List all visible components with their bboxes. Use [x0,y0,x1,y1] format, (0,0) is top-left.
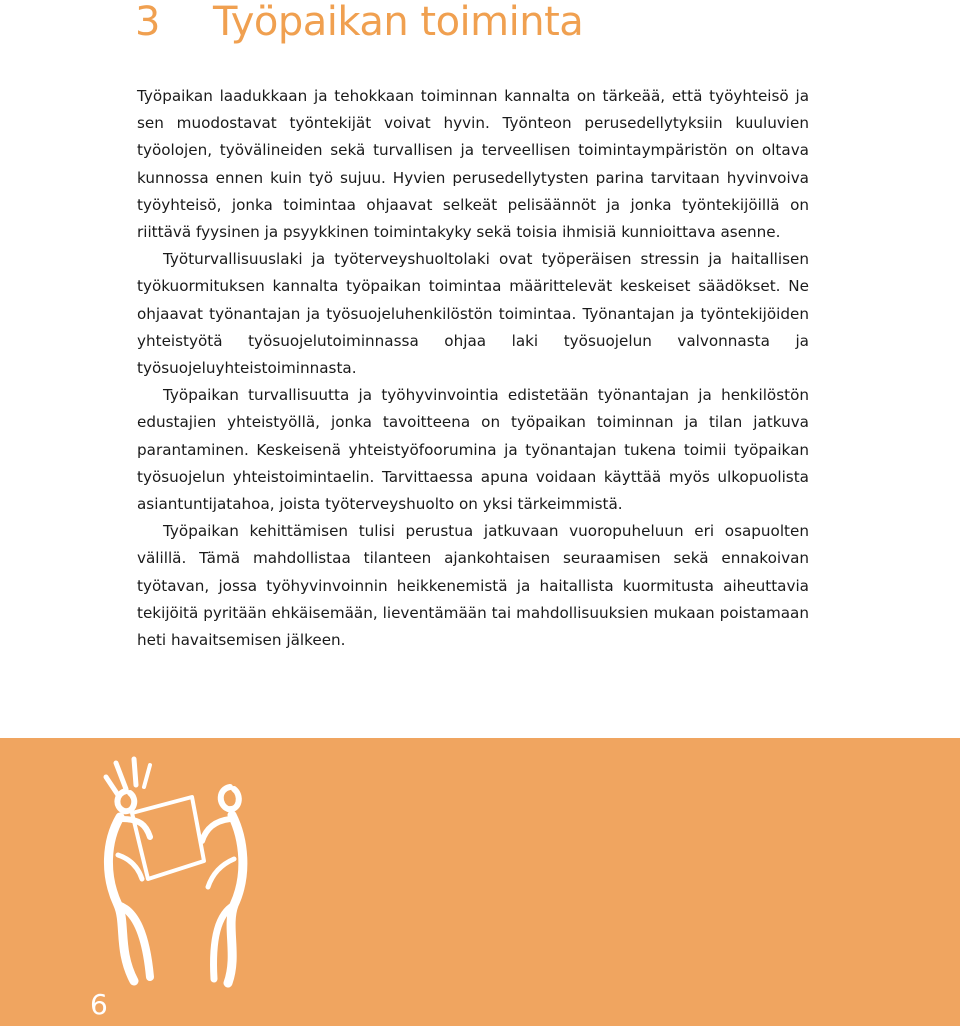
paragraph-2: Työturvallisuuslaki ja työterveyshuoltolaki ovat työperäisen stressin ja haitallisen työkuormituksen kannalta työpaikan toimintaa määrittelevät keskeiset säädökset. Ne ohjaavat työnantajan ja työsuojeluhenkilöstön toimintaa. Työnantajan ja työntekijöiden yhteistyötä työsuojelutoiminnassa ohjaa laki työsuojelun valvonnasta ja työsuojeluyhteistoiminnasta. [137,250,809,378]
paragraph-4: Työpaikan kehittämisen tulisi perustua jatkuvaan vuoropuheluun eri osapuolten välillä. Tämä mahdollistaa tilanteen ajankohtaisen seuraamisen sekä ennakoivan työtavan, jossa työhyvinvoinnin heikkenemistä ja haitallista kuormitusta aiheuttavia tekijöitä pyritään ehkäisemään, lieventämään tai mahdollisuuksien mukaan poistamaan heti havaitsemisen jälkeen. [137,522,809,650]
paragraph-1: Työpaikan laadukkaan ja tehokkaan toiminnan kannalta on tärkeää, että työyhteisö ja sen muodostavat työntekijät voivat hyvin. Työnteon perusedellytyksiin kuuluvien työolojen, työvälineiden sekä turvallisen ja terveellisen toimintaympäristön on oltava kunnossa ennen kuin työ sujuu. Hyvien perusedellytysten parina tarvitaan hyvinvoiva työyhteisö, jonka toimintaa ohjaavat selkeät pelisäännöt ja jonka työntekijöillä on riittävä fyysinen ja psyykkinen toimintakyky sekä toisia ihmisiä kunnioittava asenne. [137,87,809,242]
chapter-number: 3 [135,0,160,45]
body-text [137,83,809,654]
chapter-heading [135,0,583,48]
paragraph-3: Työpaikan turvallisuutta ja työhyvinvointia edistetään työnantajan ja henkilöstön edustajien yhteistyöllä, jonka tavoitteena on työpaikan toiminnan ja tilan jatkuva parantaminen. Keskeisenä yhteistyöfoorumina ja työnantajan tukena toimii työpaikan työsuojelun yhteistoimintaelin. Tarvittaessa apuna voidaan käyttää myös ulkopuolista asiantuntijatahoa, joista työterveyshuolto on yksi tärkeimmistä. [137,386,809,514]
page-number: 6 [90,988,108,1021]
chapter-title: Työpaikan toiminta [213,0,584,45]
two-people-holding-paper-icon [88,755,273,990]
